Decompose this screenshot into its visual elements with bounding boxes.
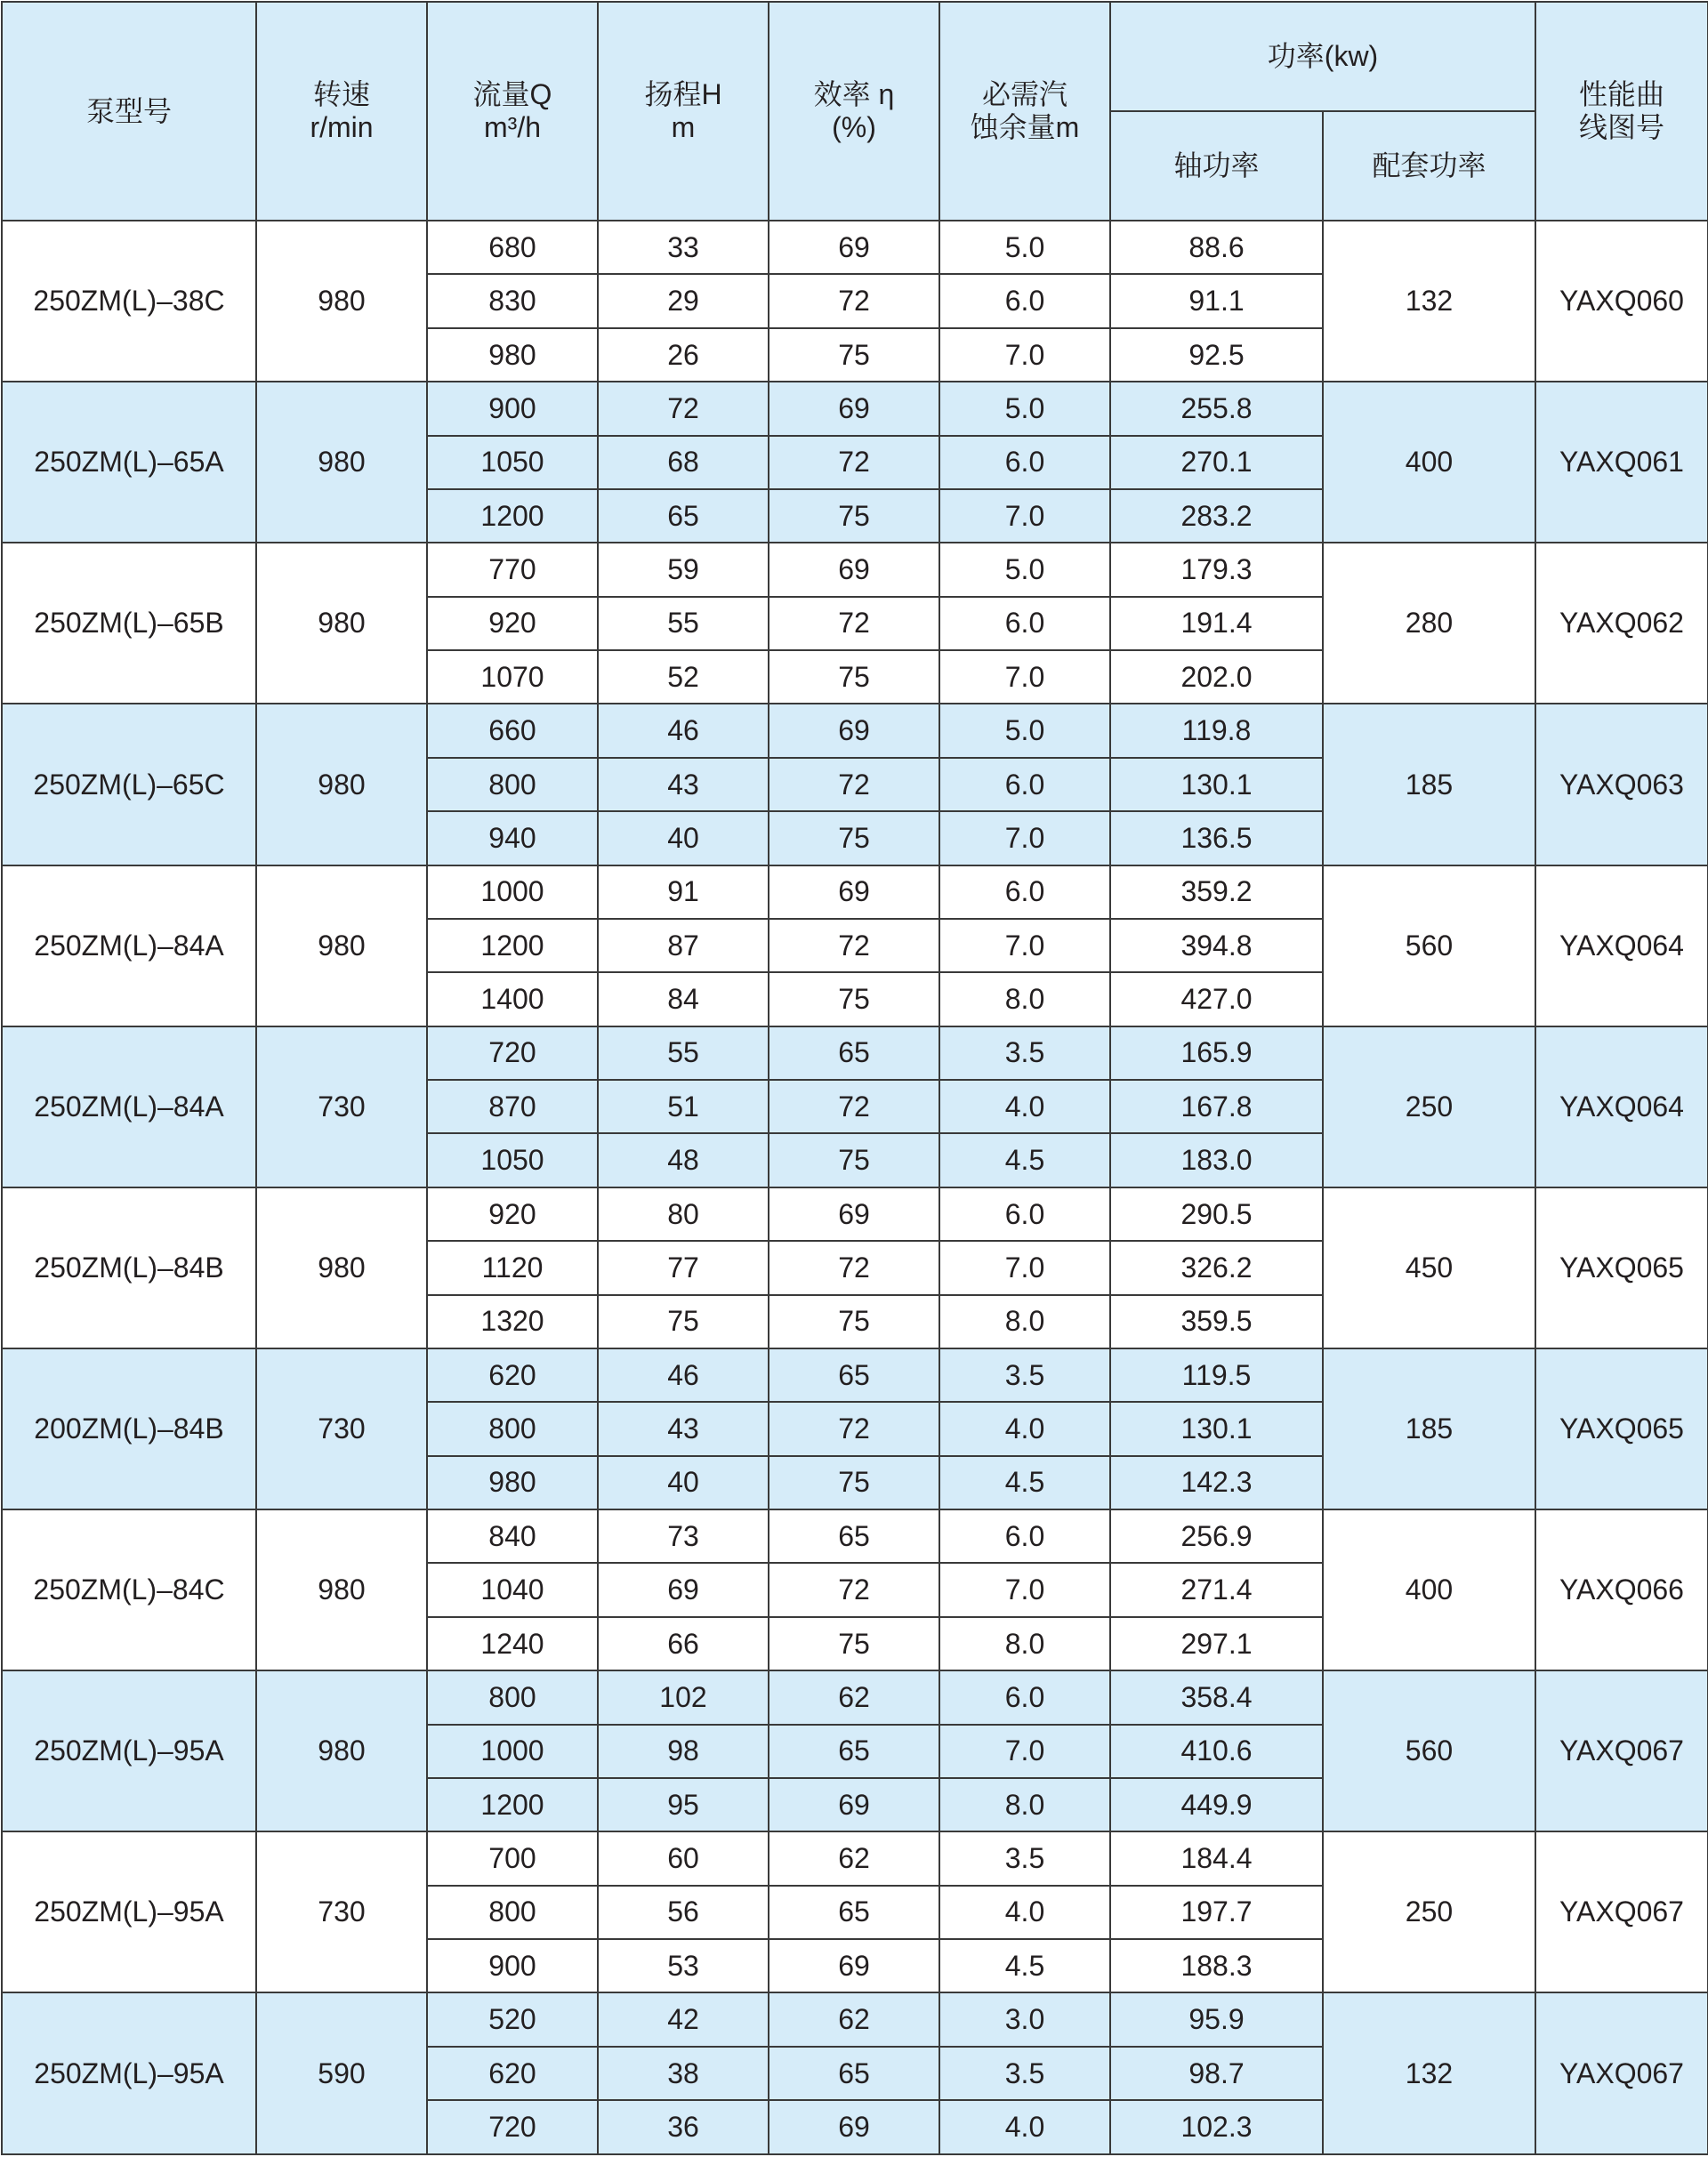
cell-head: 73 [598, 1509, 769, 1563]
cell-efficiency: 65 [769, 1886, 939, 1939]
cell-npsh: 6.0 [939, 1670, 1110, 1724]
cell-head: 55 [598, 597, 769, 650]
cell-speed: 980 [256, 382, 427, 543]
cell-head: 66 [598, 1617, 769, 1670]
cell-efficiency: 65 [769, 2047, 939, 2100]
cell-npsh: 7.0 [939, 650, 1110, 704]
cell-curve: YAXQ063 [1535, 704, 1708, 865]
cell-head: 48 [598, 1133, 769, 1187]
cell-efficiency: 72 [769, 436, 939, 489]
table-row [2, 543, 1708, 596]
cell-flow: 920 [427, 597, 598, 650]
cell-npsh: 6.0 [939, 758, 1110, 811]
cell-model: 250ZM(L)–84C [2, 1509, 256, 1670]
cell-npsh: 3.5 [939, 1348, 1110, 1402]
cell-shaft-power: 255.8 [1110, 382, 1323, 435]
cell-npsh: 6.0 [939, 597, 1110, 650]
cell-efficiency: 72 [769, 1080, 939, 1133]
cell-npsh: 8.0 [939, 1617, 1110, 1670]
cell-flow: 900 [427, 1939, 598, 1992]
cell-flow: 520 [427, 1992, 598, 2046]
cell-shaft-power: 165.9 [1110, 1026, 1323, 1080]
table-row [2, 382, 1708, 435]
cell-curve: YAXQ065 [1535, 1348, 1708, 1509]
cell-speed: 980 [256, 865, 427, 1026]
cell-model: 200ZM(L)–84B [2, 1348, 256, 1509]
cell-shaft-power: 326.2 [1110, 1241, 1323, 1294]
table-row [2, 1992, 1708, 2046]
cell-head: 43 [598, 758, 769, 811]
cell-head: 60 [598, 1831, 769, 1885]
table-row [2, 704, 1708, 757]
cell-matched-power: 450 [1323, 1187, 1535, 1348]
cell-efficiency: 69 [769, 2100, 939, 2154]
cell-shaft-power: 394.8 [1110, 919, 1323, 972]
cell-efficiency: 65 [769, 1725, 939, 1778]
cell-efficiency: 75 [769, 1295, 939, 1348]
cell-curve: YAXQ064 [1535, 1026, 1708, 1187]
cell-matched-power: 185 [1323, 1348, 1535, 1509]
cell-flow: 1040 [427, 1563, 598, 1616]
cell-npsh: 5.0 [939, 704, 1110, 757]
header-curve: 性能曲 线图号 [1535, 2, 1708, 221]
header-head: 扬程H m [598, 2, 769, 221]
cell-model: 250ZM(L)–38C [2, 221, 256, 382]
cell-shaft-power: 271.4 [1110, 1563, 1323, 1616]
cell-shaft-power: 167.8 [1110, 1080, 1323, 1133]
cell-flow: 920 [427, 1187, 598, 1241]
cell-matched-power: 400 [1323, 1509, 1535, 1670]
cell-shaft-power: 91.1 [1110, 274, 1323, 327]
cell-shaft-power: 297.1 [1110, 1617, 1323, 1670]
cell-flow: 1320 [427, 1295, 598, 1348]
cell-head: 68 [598, 436, 769, 489]
cell-head: 102 [598, 1670, 769, 1724]
header-power: 功率(kw) [1110, 2, 1535, 111]
cell-matched-power: 560 [1323, 1670, 1535, 1831]
cell-head: 55 [598, 1026, 769, 1080]
cell-efficiency: 69 [769, 382, 939, 435]
cell-flow: 1050 [427, 436, 598, 489]
cell-npsh: 8.0 [939, 1778, 1110, 1831]
cell-npsh: 4.0 [939, 1886, 1110, 1939]
cell-curve: YAXQ067 [1535, 1992, 1708, 2154]
cell-head: 59 [598, 543, 769, 596]
table-row [2, 1509, 1708, 1563]
cell-flow: 800 [427, 1886, 598, 1939]
cell-head: 43 [598, 1402, 769, 1455]
cell-head: 33 [598, 221, 769, 274]
header-speed: 转速 r/min [256, 2, 427, 221]
cell-head: 53 [598, 1939, 769, 1992]
cell-shaft-power: 130.1 [1110, 1402, 1323, 1455]
table-row [2, 1670, 1708, 1724]
cell-efficiency: 65 [769, 1026, 939, 1080]
cell-npsh: 7.0 [939, 919, 1110, 972]
cell-npsh: 6.0 [939, 274, 1110, 327]
cell-head: 77 [598, 1241, 769, 1294]
cell-shaft-power: 183.0 [1110, 1133, 1323, 1187]
cell-npsh: 3.5 [939, 2047, 1110, 2100]
cell-flow: 620 [427, 2047, 598, 2100]
cell-flow: 800 [427, 758, 598, 811]
cell-flow: 1240 [427, 1617, 598, 1670]
cell-head: 46 [598, 1348, 769, 1402]
cell-flow: 1000 [427, 865, 598, 919]
cell-matched-power: 132 [1323, 221, 1535, 382]
cell-model: 250ZM(L)–65C [2, 704, 256, 865]
cell-head: 38 [598, 2047, 769, 2100]
cell-npsh: 7.0 [939, 1241, 1110, 1294]
cell-flow: 720 [427, 2100, 598, 2154]
cell-shaft-power: 188.3 [1110, 1939, 1323, 1992]
cell-flow: 800 [427, 1402, 598, 1455]
cell-shaft-power: 202.0 [1110, 650, 1323, 704]
cell-flow: 660 [427, 704, 598, 757]
cell-model: 250ZM(L)–84B [2, 1187, 256, 1348]
cell-flow: 1120 [427, 1241, 598, 1294]
cell-curve: YAXQ064 [1535, 865, 1708, 1026]
cell-efficiency: 75 [769, 1456, 939, 1509]
cell-curve: YAXQ065 [1535, 1187, 1708, 1348]
cell-efficiency: 62 [769, 1670, 939, 1724]
cell-npsh: 7.0 [939, 1563, 1110, 1616]
cell-efficiency: 69 [769, 1939, 939, 1992]
cell-flow: 840 [427, 1509, 598, 1563]
cell-efficiency: 69 [769, 1187, 939, 1241]
cell-efficiency: 72 [769, 1241, 939, 1294]
cell-npsh: 3.0 [939, 1992, 1110, 2046]
cell-head: 26 [598, 328, 769, 382]
cell-shaft-power: 142.3 [1110, 1456, 1323, 1509]
cell-matched-power: 560 [1323, 865, 1535, 1026]
cell-efficiency: 62 [769, 1831, 939, 1885]
cell-speed: 980 [256, 543, 427, 704]
cell-npsh: 7.0 [939, 489, 1110, 543]
cell-shaft-power: 270.1 [1110, 436, 1323, 489]
cell-flow: 720 [427, 1026, 598, 1080]
cell-matched-power: 132 [1323, 1992, 1535, 2154]
cell-npsh: 5.0 [939, 543, 1110, 596]
cell-head: 42 [598, 1992, 769, 2046]
cell-npsh: 3.5 [939, 1831, 1110, 1885]
table-row [2, 865, 1708, 919]
cell-efficiency: 65 [769, 1348, 939, 1402]
table-row [2, 1187, 1708, 1241]
cell-head: 91 [598, 865, 769, 919]
cell-matched-power: 250 [1323, 1026, 1535, 1187]
cell-head: 46 [598, 704, 769, 757]
cell-npsh: 5.0 [939, 221, 1110, 274]
cell-efficiency: 72 [769, 1402, 939, 1455]
cell-flow: 1200 [427, 1778, 598, 1831]
cell-efficiency: 72 [769, 1563, 939, 1616]
cell-flow: 900 [427, 382, 598, 435]
cell-npsh: 7.0 [939, 1725, 1110, 1778]
table-row [2, 1831, 1708, 1885]
cell-efficiency: 75 [769, 328, 939, 382]
cell-matched-power: 250 [1323, 1831, 1535, 1992]
cell-shaft-power: 130.1 [1110, 758, 1323, 811]
table-row [2, 1348, 1708, 1402]
cell-head: 80 [598, 1187, 769, 1241]
cell-flow: 700 [427, 1831, 598, 1885]
cell-head: 29 [598, 274, 769, 327]
cell-head: 65 [598, 489, 769, 543]
cell-npsh: 4.0 [939, 1080, 1110, 1133]
cell-head: 69 [598, 1563, 769, 1616]
cell-npsh: 8.0 [939, 1295, 1110, 1348]
cell-speed: 980 [256, 704, 427, 865]
cell-flow: 1200 [427, 919, 598, 972]
pump-performance-table [1, 1, 1708, 2155]
cell-efficiency: 75 [769, 1133, 939, 1187]
cell-shaft-power: 359.5 [1110, 1295, 1323, 1348]
cell-shaft-power: 88.6 [1110, 221, 1323, 274]
cell-model: 250ZM(L)–84A [2, 1026, 256, 1187]
cell-flow: 1050 [427, 1133, 598, 1187]
cell-efficiency: 75 [769, 811, 939, 865]
cell-flow: 620 [427, 1348, 598, 1402]
header-npsh: 必需汽 蚀余量m [939, 2, 1110, 221]
cell-shaft-power: 191.4 [1110, 597, 1323, 650]
cell-head: 36 [598, 2100, 769, 2154]
cell-speed: 980 [256, 1670, 427, 1831]
cell-flow: 830 [427, 274, 598, 327]
cell-npsh: 5.0 [939, 382, 1110, 435]
cell-matched-power: 280 [1323, 543, 1535, 704]
cell-efficiency: 75 [769, 1617, 939, 1670]
cell-head: 75 [598, 1295, 769, 1348]
cell-shaft-power: 119.5 [1110, 1348, 1323, 1402]
cell-efficiency: 62 [769, 1992, 939, 2046]
cell-npsh: 8.0 [939, 972, 1110, 1026]
table-row [2, 1026, 1708, 1080]
cell-shaft-power: 283.2 [1110, 489, 1323, 543]
cell-efficiency: 69 [769, 543, 939, 596]
cell-flow: 680 [427, 221, 598, 274]
cell-curve: YAXQ062 [1535, 543, 1708, 704]
cell-model: 250ZM(L)–84A [2, 865, 256, 1026]
cell-flow: 980 [427, 1456, 598, 1509]
cell-curve: YAXQ067 [1535, 1831, 1708, 1992]
cell-flow: 870 [427, 1080, 598, 1133]
cell-curve: YAXQ067 [1535, 1670, 1708, 1831]
cell-speed: 730 [256, 1026, 427, 1187]
table-body [2, 221, 1708, 2154]
cell-speed: 980 [256, 221, 427, 382]
cell-npsh: 4.5 [939, 1939, 1110, 1992]
cell-efficiency: 72 [769, 758, 939, 811]
cell-efficiency: 72 [769, 597, 939, 650]
cell-model: 250ZM(L)–95A [2, 1831, 256, 1992]
header-efficiency: 效率 η (%) [769, 2, 939, 221]
header-flow: 流量Q m³/h [427, 2, 598, 221]
cell-matched-power: 185 [1323, 704, 1535, 865]
cell-npsh: 4.5 [939, 1133, 1110, 1187]
table-row [2, 221, 1708, 274]
cell-flow: 1000 [427, 1725, 598, 1778]
header-shaft-power: 轴功率 [1110, 111, 1323, 221]
cell-head: 51 [598, 1080, 769, 1133]
cell-shaft-power: 179.3 [1110, 543, 1323, 596]
cell-efficiency: 72 [769, 274, 939, 327]
cell-efficiency: 69 [769, 221, 939, 274]
cell-head: 52 [598, 650, 769, 704]
cell-curve: YAXQ066 [1535, 1509, 1708, 1670]
cell-efficiency: 75 [769, 650, 939, 704]
cell-shaft-power: 359.2 [1110, 865, 1323, 919]
cell-speed: 980 [256, 1187, 427, 1348]
cell-head: 95 [598, 1778, 769, 1831]
cell-shaft-power: 119.8 [1110, 704, 1323, 757]
cell-npsh: 6.0 [939, 1509, 1110, 1563]
cell-npsh: 3.5 [939, 1026, 1110, 1080]
header-model: 泵型号 [2, 2, 256, 221]
cell-shaft-power: 102.3 [1110, 2100, 1323, 2154]
header-matched-power: 配套功率 [1323, 111, 1535, 221]
cell-head: 72 [598, 382, 769, 435]
cell-efficiency: 75 [769, 972, 939, 1026]
cell-efficiency: 69 [769, 704, 939, 757]
cell-model: 250ZM(L)–65B [2, 543, 256, 704]
cell-npsh: 4.5 [939, 1456, 1110, 1509]
cell-head: 87 [598, 919, 769, 972]
cell-speed: 590 [256, 1992, 427, 2154]
cell-flow: 1200 [427, 489, 598, 543]
cell-shaft-power: 98.7 [1110, 2047, 1323, 2100]
cell-curve: YAXQ061 [1535, 382, 1708, 543]
cell-shaft-power: 290.5 [1110, 1187, 1323, 1241]
table-header [2, 2, 1708, 221]
cell-curve: YAXQ060 [1535, 221, 1708, 382]
cell-efficiency: 69 [769, 865, 939, 919]
cell-flow: 940 [427, 811, 598, 865]
cell-flow: 800 [427, 1670, 598, 1724]
cell-head: 98 [598, 1725, 769, 1778]
cell-flow: 1070 [427, 650, 598, 704]
cell-shaft-power: 197.7 [1110, 1886, 1323, 1939]
cell-head: 84 [598, 972, 769, 1026]
cell-shaft-power: 92.5 [1110, 328, 1323, 382]
cell-speed: 730 [256, 1831, 427, 1992]
cell-flow: 770 [427, 543, 598, 596]
cell-npsh: 7.0 [939, 811, 1110, 865]
cell-shaft-power: 256.9 [1110, 1509, 1323, 1563]
cell-efficiency: 69 [769, 1778, 939, 1831]
cell-head: 40 [598, 811, 769, 865]
cell-npsh: 7.0 [939, 328, 1110, 382]
cell-speed: 730 [256, 1348, 427, 1509]
cell-model: 250ZM(L)–65A [2, 382, 256, 543]
cell-efficiency: 72 [769, 919, 939, 972]
cell-model: 250ZM(L)–95A [2, 1992, 256, 2154]
cell-shaft-power: 449.9 [1110, 1778, 1323, 1831]
cell-shaft-power: 136.5 [1110, 811, 1323, 865]
cell-npsh: 6.0 [939, 1187, 1110, 1241]
cell-flow: 1400 [427, 972, 598, 1026]
cell-npsh: 6.0 [939, 865, 1110, 919]
cell-efficiency: 75 [769, 489, 939, 543]
cell-efficiency: 65 [769, 1509, 939, 1563]
cell-shaft-power: 427.0 [1110, 972, 1323, 1026]
cell-matched-power: 400 [1323, 382, 1535, 543]
cell-npsh: 4.0 [939, 1402, 1110, 1455]
cell-npsh: 6.0 [939, 436, 1110, 489]
cell-flow: 980 [427, 328, 598, 382]
cell-npsh: 4.0 [939, 2100, 1110, 2154]
cell-head: 40 [598, 1456, 769, 1509]
cell-head: 56 [598, 1886, 769, 1939]
cell-speed: 980 [256, 1509, 427, 1670]
cell-shaft-power: 184.4 [1110, 1831, 1323, 1885]
cell-shaft-power: 95.9 [1110, 1992, 1323, 2046]
cell-shaft-power: 358.4 [1110, 1670, 1323, 1724]
cell-model: 250ZM(L)–95A [2, 1670, 256, 1831]
cell-shaft-power: 410.6 [1110, 1725, 1323, 1778]
